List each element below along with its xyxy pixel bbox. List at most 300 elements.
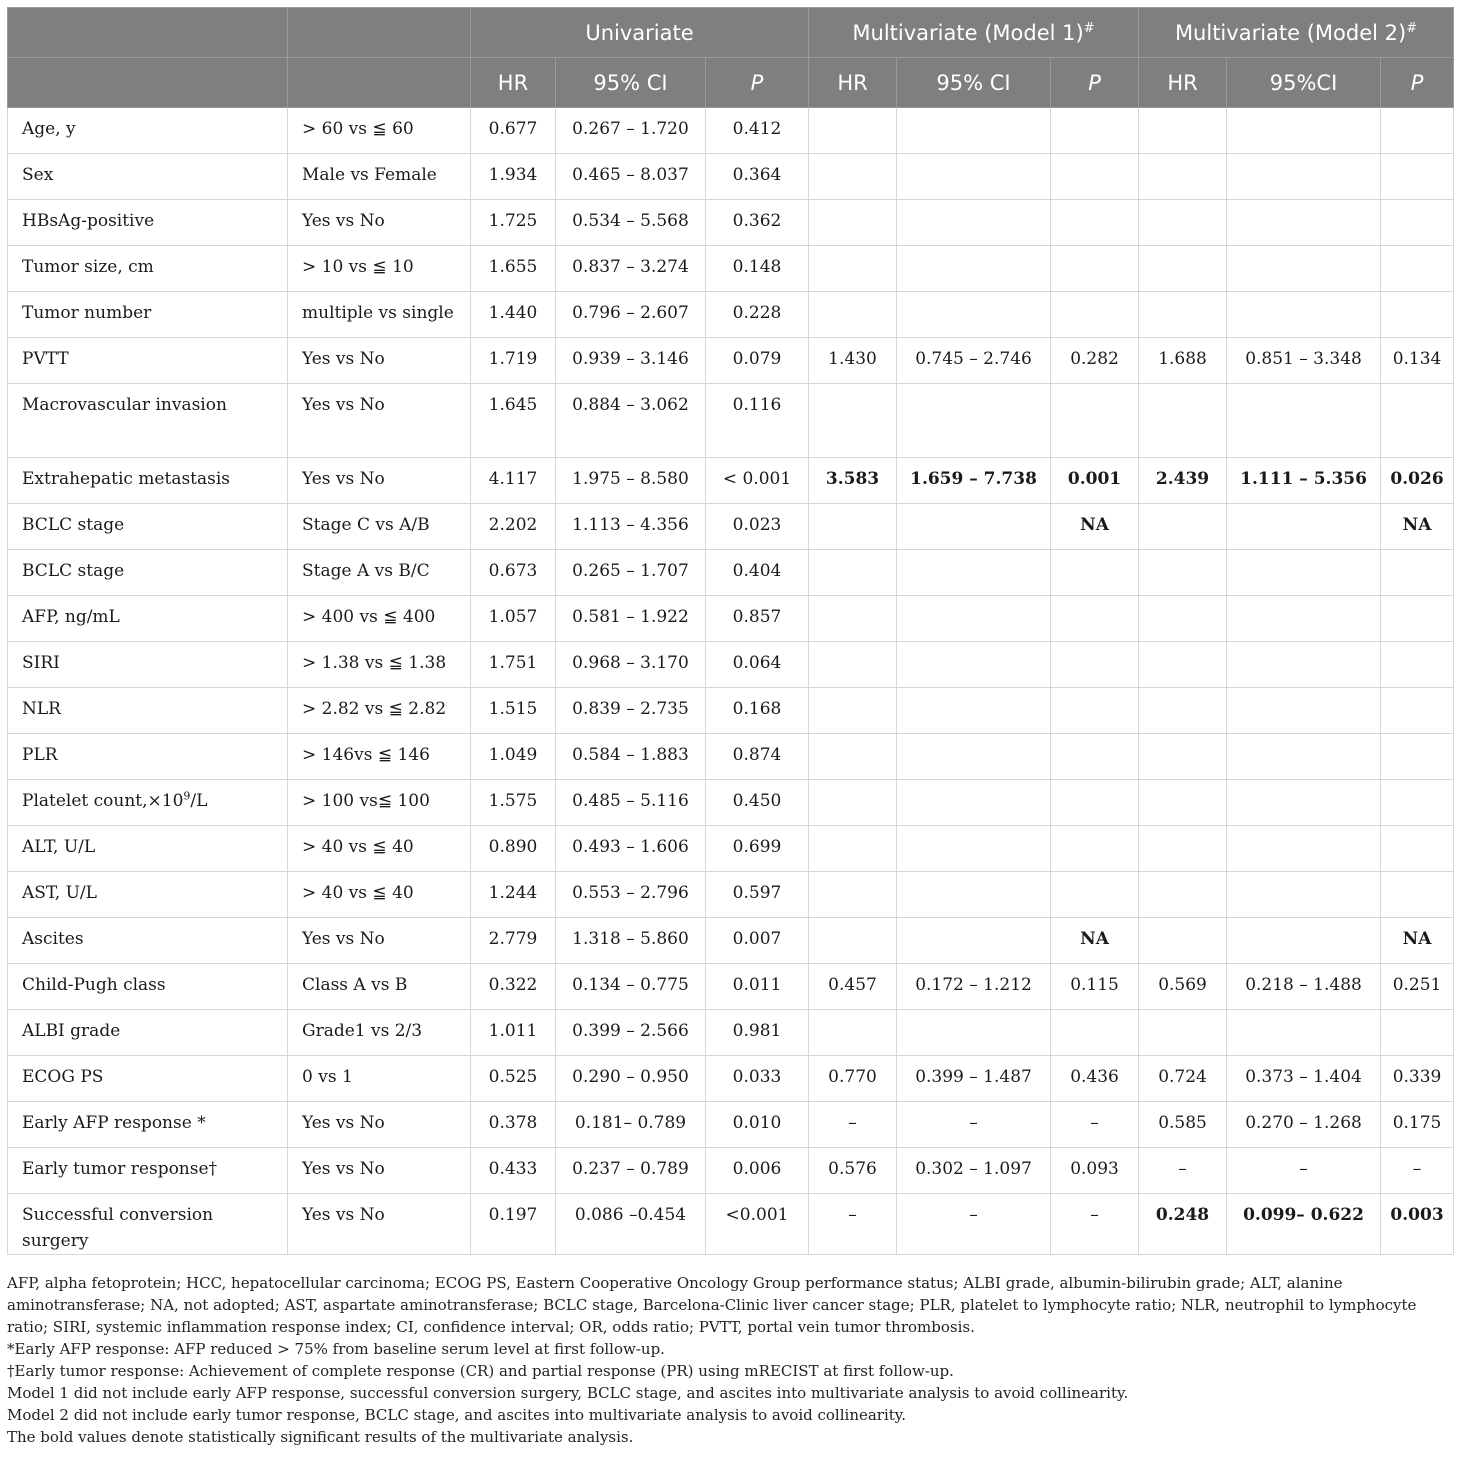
u-p-cell: 0.404	[706, 550, 809, 596]
m1-ci-cell	[897, 688, 1051, 734]
m1-hr-cell	[809, 550, 897, 596]
m2-hr-cell: 0.724	[1139, 1056, 1227, 1102]
m1-hr-cell: 0.576	[809, 1148, 897, 1194]
m1-ci-cell: 1.659 – 7.738	[897, 458, 1051, 504]
m1-p-cell	[1051, 642, 1139, 688]
m1-ci-cell: 0.399 – 1.487	[897, 1056, 1051, 1102]
m2-hr-cell	[1139, 108, 1227, 154]
m2-ci-cell: 1.111 – 5.356	[1227, 458, 1381, 504]
header-hr: HR	[809, 58, 897, 108]
m1-ci-cell	[897, 918, 1051, 964]
m2-ci-cell	[1227, 780, 1381, 826]
u-ci-cell: 0.581 – 1.922	[556, 596, 706, 642]
u-ci-cell: 0.493 – 1.606	[556, 826, 706, 872]
footnote: Model 2 did not include early tumor response, BCLC stage, and ascites into multivariate analysis to avoid collinearity.	[7, 1406, 907, 1424]
m1-hr-cell	[809, 200, 897, 246]
m1-p-cell	[1051, 550, 1139, 596]
m2-ci-cell	[1227, 504, 1381, 550]
header-ci: 95% CI	[556, 58, 706, 108]
u-p-cell: 0.006	[706, 1148, 809, 1194]
m1-p-cell	[1051, 246, 1139, 292]
m1-ci-cell	[897, 384, 1051, 458]
u-ci-cell: 1.975 – 8.580	[556, 458, 706, 504]
table-row	[8, 550, 1454, 596]
m1-ci-cell	[897, 200, 1051, 246]
u-hr-cell: 2.779	[471, 918, 556, 964]
u-p-cell: 0.168	[706, 688, 809, 734]
header-ci: 95%CI	[1227, 58, 1381, 108]
u-hr-cell: 1.244	[471, 872, 556, 918]
m1-ci-cell	[897, 550, 1051, 596]
m2-p-cell: 0.175	[1381, 1102, 1454, 1148]
header-blank	[8, 58, 288, 108]
variable-cell: HBsAg-positive	[8, 200, 288, 246]
m2-p-cell	[1381, 384, 1454, 458]
m1-ci-cell	[897, 780, 1051, 826]
u-hr-cell: 0.378	[471, 1102, 556, 1148]
table-row	[8, 596, 1454, 642]
m1-hr-cell	[809, 688, 897, 734]
table-row	[8, 1056, 1454, 1102]
variable-cell: Early tumor response†	[8, 1148, 288, 1194]
comparison-cell: Stage A vs B/C	[288, 550, 471, 596]
variable-cell: PVTT	[8, 338, 288, 384]
comparison-cell: Yes vs No	[288, 1194, 471, 1255]
m2-ci-cell	[1227, 246, 1381, 292]
u-p-cell: 0.064	[706, 642, 809, 688]
variable-cell: Extrahepatic metastasis	[8, 458, 288, 504]
header-hr: HR	[1139, 58, 1227, 108]
m2-hr-cell	[1139, 292, 1227, 338]
footnote: *Early AFP response: AFP reduced > 75% from baseline serum level at first follow-up.	[7, 1340, 665, 1358]
u-hr-cell: 0.525	[471, 1056, 556, 1102]
m2-hr-cell	[1139, 504, 1227, 550]
table-row	[8, 1194, 1454, 1255]
m2-hr-cell	[1139, 872, 1227, 918]
m1-hr-cell	[809, 154, 897, 200]
u-ci-cell: 0.839 – 2.735	[556, 688, 706, 734]
m2-hr-cell	[1139, 688, 1227, 734]
m2-p-cell	[1381, 688, 1454, 734]
m1-ci-cell	[897, 108, 1051, 154]
comparison-cell: > 146vs ≦ 146	[288, 734, 471, 780]
table-row	[8, 292, 1454, 338]
m2-hr-cell	[1139, 246, 1227, 292]
m2-p-cell: 0.003	[1381, 1194, 1454, 1255]
results-table-container	[7, 7, 1453, 1255]
m1-hr-cell	[809, 596, 897, 642]
m1-hr-cell	[809, 108, 897, 154]
footnote: Model 1 did not include early AFP response, successful conversion surgery, BCLC stage, and ascites into multivariate analysis to avoid collinearity.	[7, 1384, 1129, 1402]
u-hr-cell: 1.751	[471, 642, 556, 688]
u-ci-cell: 0.134 – 0.775	[556, 964, 706, 1010]
u-hr-cell: 1.049	[471, 734, 556, 780]
u-p-cell: 0.023	[706, 504, 809, 550]
m1-ci-cell	[897, 246, 1051, 292]
u-hr-cell: 1.515	[471, 688, 556, 734]
u-ci-cell: 0.181– 0.789	[556, 1102, 706, 1148]
u-ci-cell: 0.265 – 1.707	[556, 550, 706, 596]
m1-p-cell	[1051, 780, 1139, 826]
m1-ci-cell	[897, 154, 1051, 200]
m1-ci-cell	[897, 504, 1051, 550]
variable-cell: AFP, ng/mL	[8, 596, 288, 642]
table-row	[8, 826, 1454, 872]
m1-hr-cell	[809, 918, 897, 964]
m2-ci-cell	[1227, 918, 1381, 964]
m2-ci-cell	[1227, 292, 1381, 338]
m2-ci-cell	[1227, 550, 1381, 596]
table-row	[8, 1102, 1454, 1148]
u-hr-cell: 0.677	[471, 108, 556, 154]
table-row	[8, 964, 1454, 1010]
u-p-cell: 0.981	[706, 1010, 809, 1056]
m1-hr-cell: 0.457	[809, 964, 897, 1010]
u-ci-cell: 0.553 – 2.796	[556, 872, 706, 918]
variable-cell: Ascites	[8, 918, 288, 964]
u-ci-cell: 0.968 – 3.170	[556, 642, 706, 688]
cox-regression-table	[7, 7, 1454, 1255]
u-p-cell: 0.597	[706, 872, 809, 918]
variable-cell: PLR	[8, 734, 288, 780]
m1-hr-cell: 1.430	[809, 338, 897, 384]
m2-hr-cell	[1139, 642, 1227, 688]
footnote: †Early tumor response: Achievement of complete response (CR) and partial response (PR) using mRECIST at first follow-up.	[7, 1362, 954, 1380]
u-p-cell: 0.011	[706, 964, 809, 1010]
m1-p-cell	[1051, 688, 1139, 734]
u-p-cell: 0.116	[706, 384, 809, 458]
m1-hr-cell	[809, 384, 897, 458]
u-ci-cell: 0.267 – 1.720	[556, 108, 706, 154]
m1-hr-cell: 3.583	[809, 458, 897, 504]
m2-ci-cell: 0.218 – 1.488	[1227, 964, 1381, 1010]
m1-hr-cell	[809, 872, 897, 918]
u-hr-cell: 0.433	[471, 1148, 556, 1194]
m1-p-cell: 0.001	[1051, 458, 1139, 504]
u-ci-cell: 0.485 – 5.116	[556, 780, 706, 826]
m1-ci-cell: –	[897, 1102, 1051, 1148]
table-row	[8, 504, 1454, 550]
variable-cell: Platelet $count,\times 10^9/L$	[8, 780, 288, 826]
comparison-cell: multiple vs single	[288, 292, 471, 338]
u-p-cell: 0.364	[706, 154, 809, 200]
u-ci-cell: 1.113 – 4.356	[556, 504, 706, 550]
u-p-cell: <0.001	[706, 1194, 809, 1255]
u-hr-cell: 1.655	[471, 246, 556, 292]
m1-ci-cell	[897, 642, 1051, 688]
m2-hr-cell	[1139, 826, 1227, 872]
table-row	[8, 200, 1454, 246]
m2-ci-cell: –	[1227, 1148, 1381, 1194]
m1-hr-cell: 0.770	[809, 1056, 897, 1102]
u-ci-cell: 0.939 – 3.146	[556, 338, 706, 384]
u-p-cell: 0.007	[706, 918, 809, 964]
m1-p-cell: –	[1051, 1102, 1139, 1148]
comparison-cell: > 60 vs ≦ 60	[288, 108, 471, 154]
u-hr-cell: 0.673	[471, 550, 556, 596]
m2-hr-cell: 2.439	[1139, 458, 1227, 504]
m2-ci-cell	[1227, 734, 1381, 780]
m1-ci-cell: 0.745 – 2.746	[897, 338, 1051, 384]
table-row	[8, 108, 1454, 154]
m2-hr-cell	[1139, 200, 1227, 246]
m1-p-cell: 0.282	[1051, 338, 1139, 384]
variable-cell: Macrovascular invasion	[8, 384, 288, 458]
table-row	[8, 1148, 1454, 1194]
header-blank	[8, 8, 288, 58]
comparison-cell: Yes vs No	[288, 200, 471, 246]
header-p: P	[1381, 58, 1454, 108]
m1-hr-cell	[809, 826, 897, 872]
u-p-cell: 0.857	[706, 596, 809, 642]
table-row	[8, 872, 1454, 918]
m2-hr-cell	[1139, 1010, 1227, 1056]
comparison-cell: > 400 vs ≦ 400	[288, 596, 471, 642]
m2-ci-cell	[1227, 642, 1381, 688]
table-row	[8, 780, 1454, 826]
u-p-cell: 0.699	[706, 826, 809, 872]
m2-ci-cell: 0.851 – 3.348	[1227, 338, 1381, 384]
variable-cell: ALBI grade	[8, 1010, 288, 1056]
m2-p-cell	[1381, 642, 1454, 688]
m2-hr-cell	[1139, 154, 1227, 200]
m1-p-cell	[1051, 292, 1139, 338]
m1-p-cell	[1051, 826, 1139, 872]
u-hr-cell: 0.890	[471, 826, 556, 872]
footnote: AFP, alpha fetoprotein; HCC, hepatocellular carcinoma; ECOG PS, Eastern Cooperative Oncology Group performance status; ALBI grade, albumin-bilirubin grade; ALT, alanine aminotransferase; NA, not adopted; AST, aspartate aminotransferase; BCLC stage, Barcelona-Clinic liver cancer stage; PLR, platelet to lymphocyte ratio; NLR, neutrophil to lymphocyte ratio; SIRI, systemic inflammation response index; CI, confidence interval; OR, odds ratio; PVTT, portal vein tumor thrombosis.	[7, 1274, 1417, 1336]
u-p-cell: 0.412	[706, 108, 809, 154]
m2-ci-cell	[1227, 1010, 1381, 1056]
table-row	[8, 1010, 1454, 1056]
variable-cell: BCLC stage	[8, 550, 288, 596]
u-ci-cell: 0.884 – 3.062	[556, 384, 706, 458]
m2-p-cell	[1381, 596, 1454, 642]
m1-ci-cell	[897, 826, 1051, 872]
m2-ci-cell	[1227, 108, 1381, 154]
variable-cell: Tumor number	[8, 292, 288, 338]
u-p-cell: 0.079	[706, 338, 809, 384]
footnote: The bold values denote statistically significant results of the multivariate analysis.	[7, 1428, 634, 1446]
m2-ci-cell: 0.373 – 1.404	[1227, 1056, 1381, 1102]
m2-p-cell	[1381, 200, 1454, 246]
m2-p-cell	[1381, 780, 1454, 826]
m2-p-cell	[1381, 154, 1454, 200]
comparison-cell: > 1.38 vs ≦ 1.38	[288, 642, 471, 688]
variable-cell: Sex	[8, 154, 288, 200]
m1-p-cell: 0.436	[1051, 1056, 1139, 1102]
header-model1: Multivariate (Model 1)#	[809, 8, 1139, 58]
variable-cell: ALT, U/L	[8, 826, 288, 872]
m2-p-cell: 0.134	[1381, 338, 1454, 384]
header-univariate: Univariate	[471, 8, 809, 58]
m2-ci-cell	[1227, 596, 1381, 642]
u-p-cell: 0.362	[706, 200, 809, 246]
m2-p-cell	[1381, 734, 1454, 780]
u-ci-cell: 0.584 – 1.883	[556, 734, 706, 780]
variable-cell: NLR	[8, 688, 288, 734]
header-ci: 95% CI	[897, 58, 1051, 108]
m2-p-cell	[1381, 292, 1454, 338]
m2-ci-cell	[1227, 154, 1381, 200]
u-ci-cell: 0.237 – 0.789	[556, 1148, 706, 1194]
comparison-cell: > 100 vs≦ 100	[288, 780, 471, 826]
m1-p-cell	[1051, 1010, 1139, 1056]
comparison-cell: > 40 vs ≦ 40	[288, 826, 471, 872]
m2-hr-cell: 0.585	[1139, 1102, 1227, 1148]
variable-cell: Child-Pugh class	[8, 964, 288, 1010]
m1-p-cell: NA	[1051, 504, 1139, 550]
table-row	[8, 734, 1454, 780]
m2-ci-cell	[1227, 384, 1381, 458]
u-hr-cell: 1.645	[471, 384, 556, 458]
m2-hr-cell	[1139, 384, 1227, 458]
variable-cell: Early AFP response *	[8, 1102, 288, 1148]
variable-cell: ECOG PS	[8, 1056, 288, 1102]
m2-ci-cell	[1227, 872, 1381, 918]
m1-p-cell	[1051, 108, 1139, 154]
m2-ci-cell: 0.099– 0.622	[1227, 1194, 1381, 1255]
u-hr-cell: 1.575	[471, 780, 556, 826]
m1-hr-cell: –	[809, 1102, 897, 1148]
u-p-cell: 0.148	[706, 246, 809, 292]
table-row	[8, 246, 1454, 292]
table-row	[8, 384, 1454, 458]
m1-ci-cell	[897, 872, 1051, 918]
table-row	[8, 918, 1454, 964]
u-hr-cell: 1.440	[471, 292, 556, 338]
header-p: P	[1051, 58, 1139, 108]
u-ci-cell: 1.318 – 5.860	[556, 918, 706, 964]
m2-hr-cell	[1139, 780, 1227, 826]
table-row	[8, 338, 1454, 384]
m1-hr-cell	[809, 246, 897, 292]
u-p-cell: 0.228	[706, 292, 809, 338]
u-p-cell: < 0.001	[706, 458, 809, 504]
m2-p-cell: NA	[1381, 918, 1454, 964]
u-p-cell: 0.033	[706, 1056, 809, 1102]
u-ci-cell: 0.465 – 8.037	[556, 154, 706, 200]
u-ci-cell: 0.837 – 3.274	[556, 246, 706, 292]
u-p-cell: 0.450	[706, 780, 809, 826]
comparison-cell: Yes vs No	[288, 918, 471, 964]
m1-hr-cell	[809, 734, 897, 780]
m1-ci-cell: –	[897, 1194, 1051, 1255]
header-blank	[288, 58, 471, 108]
table-body	[8, 108, 1454, 1255]
m2-hr-cell: 0.248	[1139, 1194, 1227, 1255]
m2-p-cell: –	[1381, 1148, 1454, 1194]
m1-p-cell	[1051, 154, 1139, 200]
m2-p-cell	[1381, 872, 1454, 918]
m1-hr-cell	[809, 1010, 897, 1056]
m1-ci-cell	[897, 1010, 1051, 1056]
m2-p-cell	[1381, 246, 1454, 292]
m2-p-cell: 0.026	[1381, 458, 1454, 504]
header-group-row	[8, 8, 1454, 58]
m1-ci-cell: 0.172 – 1.212	[897, 964, 1051, 1010]
m1-ci-cell	[897, 292, 1051, 338]
comparison-cell: Stage C vs A/B	[288, 504, 471, 550]
comparison-cell: > 10 vs ≦ 10	[288, 246, 471, 292]
comparison-cell: Male vs Female	[288, 154, 471, 200]
m1-p-cell	[1051, 872, 1139, 918]
m2-p-cell: 0.339	[1381, 1056, 1454, 1102]
header-hr: HR	[471, 58, 556, 108]
u-hr-cell: 0.197	[471, 1194, 556, 1255]
variable-cell: Successful conversion surgery	[8, 1194, 288, 1255]
comparison-cell: Yes vs No	[288, 1148, 471, 1194]
variable-cell: Tumor size, cm	[8, 246, 288, 292]
m2-hr-cell	[1139, 734, 1227, 780]
m1-p-cell: 0.115	[1051, 964, 1139, 1010]
m1-hr-cell	[809, 292, 897, 338]
table-row	[8, 642, 1454, 688]
m2-hr-cell: 0.569	[1139, 964, 1227, 1010]
u-hr-cell: 0.322	[471, 964, 556, 1010]
m1-hr-cell	[809, 642, 897, 688]
m2-ci-cell	[1227, 200, 1381, 246]
comparison-cell: Yes vs No	[288, 458, 471, 504]
u-ci-cell: 0.534 – 5.568	[556, 200, 706, 246]
m1-ci-cell	[897, 734, 1051, 780]
comparison-cell: Yes vs No	[288, 1102, 471, 1148]
m2-hr-cell	[1139, 550, 1227, 596]
header-blank	[288, 8, 471, 58]
u-p-cell: 0.010	[706, 1102, 809, 1148]
m1-p-cell	[1051, 734, 1139, 780]
m1-ci-cell: 0.302 – 1.097	[897, 1148, 1051, 1194]
u-hr-cell: 1.725	[471, 200, 556, 246]
m2-hr-cell: –	[1139, 1148, 1227, 1194]
m2-ci-cell: 0.270 – 1.268	[1227, 1102, 1381, 1148]
u-ci-cell: 0.086 –0.454	[556, 1194, 706, 1255]
u-hr-cell: 2.202	[471, 504, 556, 550]
table-row	[8, 458, 1454, 504]
u-ci-cell: 0.796 – 2.607	[556, 292, 706, 338]
m2-p-cell	[1381, 1010, 1454, 1056]
m1-p-cell: NA	[1051, 918, 1139, 964]
variable-cell: BCLC stage	[8, 504, 288, 550]
u-ci-cell: 0.399 – 2.566	[556, 1010, 706, 1056]
m1-p-cell: –	[1051, 1194, 1139, 1255]
comparison-cell: Yes vs No	[288, 384, 471, 458]
comparison-cell: > 2.82 vs ≦ 2.82	[288, 688, 471, 734]
table-row	[8, 154, 1454, 200]
m2-p-cell	[1381, 826, 1454, 872]
m2-ci-cell	[1227, 688, 1381, 734]
u-hr-cell: 1.934	[471, 154, 556, 200]
m1-p-cell: 0.093	[1051, 1148, 1139, 1194]
u-hr-cell: 1.057	[471, 596, 556, 642]
u-hr-cell: 1.011	[471, 1010, 556, 1056]
comparison-cell: 0 vs 1	[288, 1056, 471, 1102]
comparison-cell: Class A vs B	[288, 964, 471, 1010]
m2-hr-cell: 1.688	[1139, 338, 1227, 384]
header-sub-row	[8, 58, 1454, 108]
m2-p-cell	[1381, 108, 1454, 154]
comparison-cell: > 40 vs ≦ 40	[288, 872, 471, 918]
m2-p-cell	[1381, 550, 1454, 596]
m2-hr-cell	[1139, 918, 1227, 964]
header-model2: Multivariate (Model 2)#	[1139, 8, 1454, 58]
u-p-cell: 0.874	[706, 734, 809, 780]
variable-cell: Age, y	[8, 108, 288, 154]
m2-hr-cell	[1139, 596, 1227, 642]
m1-p-cell	[1051, 596, 1139, 642]
variable-cell: AST, U/L	[8, 872, 288, 918]
comparison-cell: Grade1 vs 2/3	[288, 1010, 471, 1056]
header-p: P	[706, 58, 809, 108]
